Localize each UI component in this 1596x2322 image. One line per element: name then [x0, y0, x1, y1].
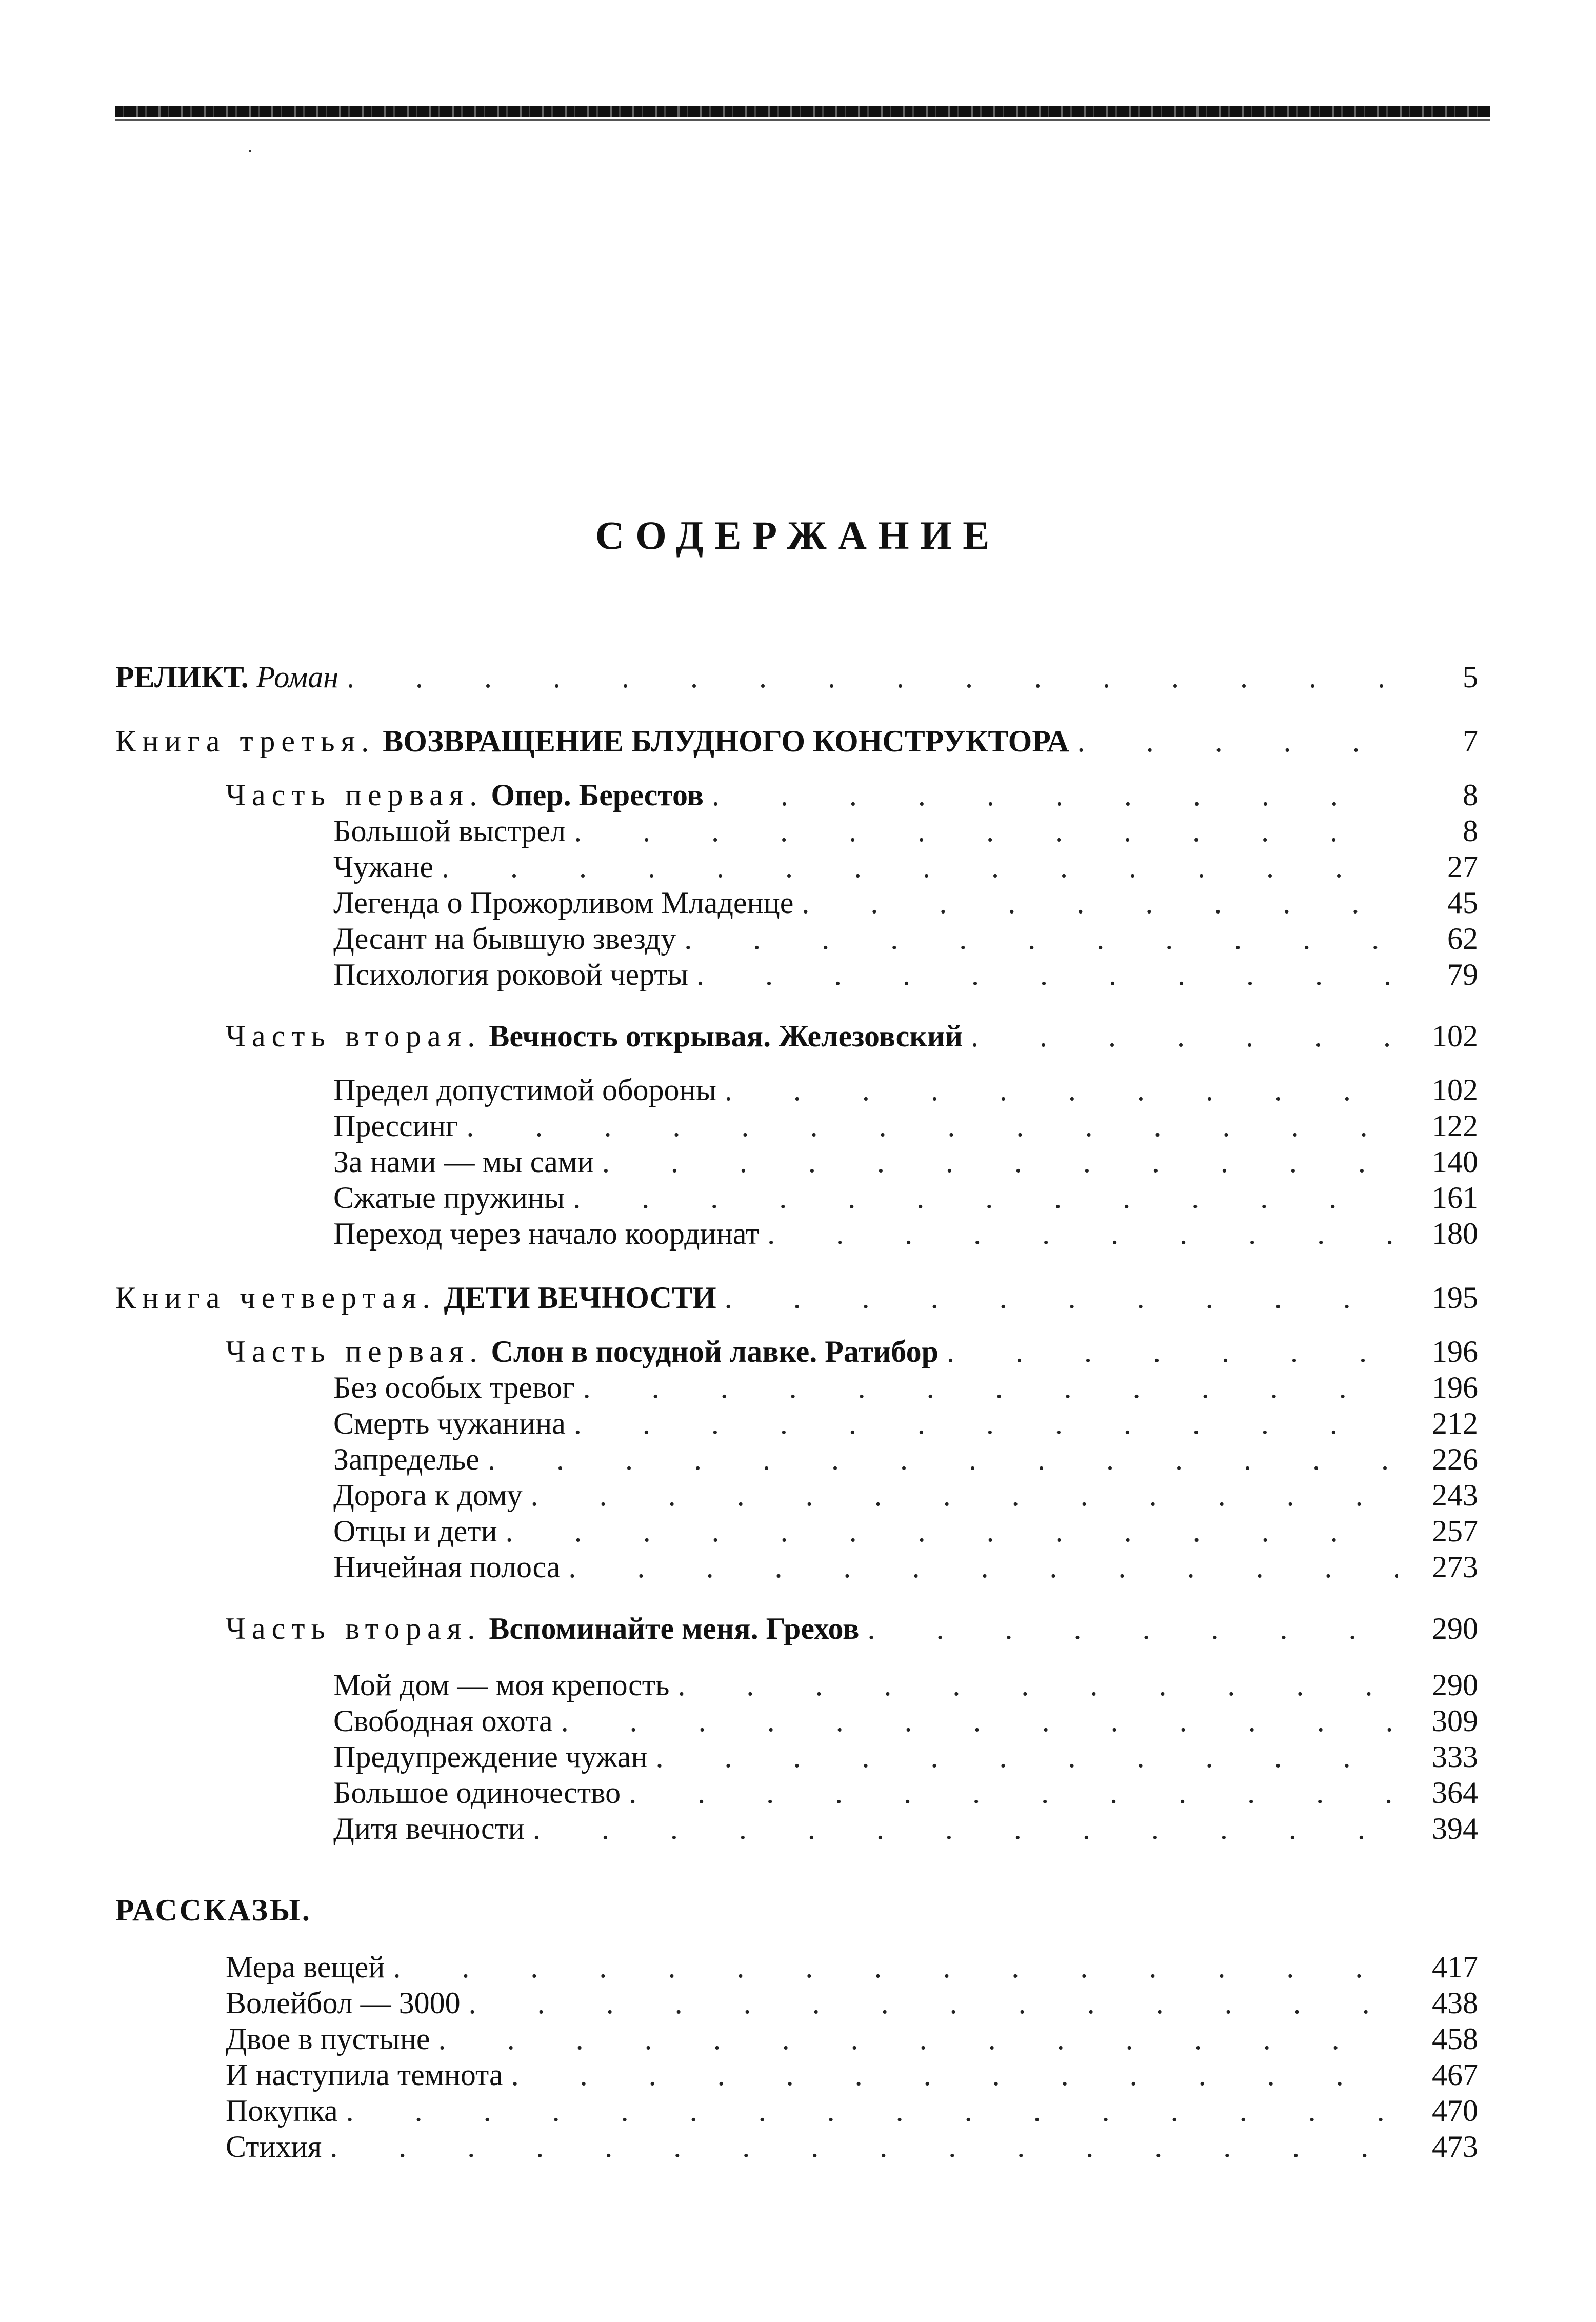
page-number: 102 — [1432, 1019, 1478, 1053]
toc-entry-chapter — [333, 1441, 1478, 1477]
toc-entry-part — [226, 1611, 1478, 1646]
dot-leader — [677, 1667, 1398, 1703]
page-number: 140 — [1432, 1145, 1478, 1179]
dot-leader — [568, 1549, 1398, 1585]
page-number: 212 — [1432, 1406, 1478, 1440]
toc-entry-part — [226, 1334, 1478, 1370]
chapter-title: Сжатые пружины — [333, 1181, 565, 1215]
chapter-title: Свободная охота — [333, 1704, 553, 1738]
chapter-title: Прессинг — [333, 1109, 458, 1143]
chapter-title: Без особых тревог — [333, 1371, 575, 1404]
toc-entry-book4 — [115, 1280, 1478, 1316]
chapter-title: Дитя вечности — [333, 1812, 525, 1845]
top-border-rule — [115, 106, 1490, 117]
toc-entry-chapter — [333, 1703, 1478, 1739]
page-number: 290 — [1432, 1668, 1478, 1702]
toc-entry-story — [226, 2057, 1478, 2093]
part-prefix: Часть вторая. — [226, 1612, 482, 1645]
toc-entry-chapter — [333, 1739, 1478, 1775]
part-prefix: Часть первая. — [226, 1335, 484, 1368]
page-number: 417 — [1432, 1950, 1478, 1984]
page-number: 290 — [1432, 1612, 1478, 1645]
dot-leader — [602, 1144, 1398, 1180]
dot-leader — [583, 1370, 1398, 1405]
page-number: 196 — [1432, 1335, 1478, 1368]
dot-leader — [802, 885, 1398, 921]
page-number: 467 — [1432, 2058, 1478, 2092]
page-number: 5 — [1463, 660, 1478, 694]
toc-entry-story — [226, 2021, 1478, 2057]
page-number: 473 — [1432, 2130, 1478, 2164]
part-prefix: Часть первая. — [226, 778, 484, 812]
page-number: 438 — [1432, 1986, 1478, 2020]
page-number: 79 — [1447, 958, 1478, 991]
entry-label — [226, 1018, 963, 1054]
page-number: 333 — [1432, 1740, 1478, 1774]
novel-title: РЕЛИКТ. — [115, 660, 249, 694]
dot-leader — [655, 1739, 1398, 1775]
page-number: 273 — [1432, 1550, 1478, 1584]
part-title: Вечность открывая. Железовский — [489, 1019, 963, 1053]
print-speck — [249, 150, 251, 152]
page-number: 195 — [1432, 1281, 1478, 1315]
chapter-title: Чужане — [333, 850, 434, 884]
toc-entry-story — [226, 1949, 1478, 1985]
dot-leader — [696, 957, 1398, 993]
dot-leader — [438, 2021, 1398, 2057]
toc-entry-chapter — [333, 1180, 1478, 1216]
page-number: 161 — [1432, 1181, 1478, 1215]
page-number: 8 — [1463, 778, 1478, 812]
chapter-title: Дорога к дому — [333, 1478, 523, 1512]
page-number: 7 — [1463, 724, 1478, 758]
dot-leader — [629, 1775, 1398, 1811]
dot-leader — [346, 2093, 1398, 2129]
entry-label — [115, 659, 338, 695]
dot-leader — [573, 1180, 1398, 1216]
toc-entry-chapter — [333, 1775, 1478, 1811]
page-number: 102 — [1432, 1073, 1478, 1107]
toc-entry-chapter — [333, 1405, 1478, 1441]
chapter-title: Предел допустимой обороны — [333, 1073, 716, 1107]
dot-leader — [947, 1334, 1398, 1370]
book-prefix: Книга третья. — [115, 724, 375, 758]
dot-leader — [488, 1441, 1398, 1477]
story-title: Покупка — [226, 2094, 338, 2128]
toc-entry-chapter — [333, 1072, 1478, 1108]
chapter-title: За нами — мы сами — [333, 1145, 594, 1179]
page-title: СОДЕРЖАНИЕ — [595, 513, 1001, 558]
story-title: Двое в пустыне — [226, 2022, 430, 2056]
entry-label — [115, 723, 1069, 759]
toc-entry-chapter — [333, 849, 1478, 885]
story-title: Стихия — [226, 2130, 322, 2164]
book-title: ДЕТИ ВЕЧНОСТИ — [444, 1281, 716, 1315]
chapter-title: Десант на бывшую звезду — [333, 922, 676, 956]
page-number: 62 — [1447, 922, 1478, 956]
story-title: И наступила темнота — [226, 2058, 503, 2092]
dot-leader — [574, 813, 1398, 849]
page-number: 364 — [1432, 1776, 1478, 1810]
toc-entry-story — [226, 2093, 1478, 2129]
dot-leader — [725, 1072, 1398, 1108]
dot-leader — [506, 1513, 1398, 1549]
page-number: 226 — [1432, 1442, 1478, 1476]
dot-leader — [574, 1405, 1398, 1441]
entry-label — [115, 1280, 716, 1316]
story-title: Мера вещей — [226, 1950, 385, 1984]
dot-leader — [533, 1811, 1398, 1847]
dot-leader — [684, 921, 1398, 957]
toc-entry-chapter — [333, 1216, 1478, 1252]
toc-entry-chapter — [333, 1477, 1478, 1513]
chapter-title: Смерть чужанина — [333, 1406, 566, 1440]
dot-leader — [511, 2057, 1398, 2093]
dot-leader — [867, 1611, 1398, 1646]
page-number: 309 — [1432, 1704, 1478, 1738]
page-number: 196 — [1432, 1371, 1478, 1404]
toc-entry-chapter — [333, 1811, 1478, 1847]
page-number: 458 — [1432, 2022, 1478, 2056]
dot-leader — [467, 1108, 1398, 1144]
page-number: 243 — [1432, 1478, 1478, 1512]
chapter-title: Психология роковой черты — [333, 958, 688, 991]
entry-label — [226, 777, 704, 813]
dot-leader — [442, 849, 1398, 885]
dot-leader — [531, 1477, 1398, 1513]
stories-heading: РАССКАЗЫ. — [115, 1893, 312, 1927]
dot-leader — [330, 2129, 1398, 2165]
chapter-title: Переход через начало координат — [333, 1217, 760, 1251]
chapter-title: Большой выстрел — [333, 814, 566, 848]
entry-label — [226, 1611, 859, 1646]
dot-leader — [712, 777, 1398, 813]
chapter-title: Предупреждение чужан — [333, 1740, 648, 1774]
part-title: Вспоминайте меня. Грехов — [489, 1612, 860, 1645]
dot-leader — [767, 1216, 1398, 1252]
toc-entry-chapter — [333, 1549, 1478, 1585]
dot-leader — [561, 1703, 1398, 1739]
chapter-title: Легенда о Прожорливом Младенце — [333, 886, 794, 920]
toc-entry-novel — [115, 659, 1478, 695]
toc-entry-chapter — [333, 1108, 1478, 1144]
chapter-title: Запределье — [333, 1442, 480, 1476]
toc-entry-part — [226, 1018, 1478, 1054]
toc-entry-chapter — [333, 921, 1478, 957]
toc-entry-chapter — [333, 957, 1478, 993]
book-prefix: Книга четвертая. — [115, 1281, 436, 1315]
part-title: Слон в посудной лавке. Ратибор — [491, 1335, 939, 1368]
toc-entry-chapter — [333, 813, 1478, 849]
toc-entry-part — [226, 777, 1478, 813]
dot-leader — [1078, 723, 1398, 759]
toc-entry-chapter — [333, 1513, 1478, 1549]
toc-entry-chapter — [333, 1667, 1478, 1703]
page-number: 45 — [1447, 886, 1478, 920]
part-title: Опер. Берестов — [491, 778, 704, 812]
dot-leader — [971, 1018, 1398, 1054]
dot-leader — [469, 1985, 1398, 2021]
chapter-title: Ничейная полоса — [333, 1550, 561, 1584]
page-number: 27 — [1447, 850, 1478, 884]
toc-entry-chapter — [333, 1370, 1478, 1405]
dot-leader — [725, 1280, 1398, 1316]
toc-entry-story — [226, 1985, 1478, 2021]
chapter-title: Большое одиночество — [333, 1776, 621, 1810]
toc-entry-chapter — [333, 885, 1478, 921]
page-number: 8 — [1463, 814, 1478, 848]
toc-entry-story — [226, 2129, 1478, 2165]
toc-entry-chapter — [333, 1144, 1478, 1180]
dot-leader — [393, 1949, 1398, 1985]
entry-label — [226, 1334, 939, 1370]
book-title: ВОЗВРАЩЕНИЕ БЛУДНОГО КОНСТРУКТОРА — [383, 724, 1069, 758]
toc-entry-book3 — [115, 723, 1478, 759]
page-number: 122 — [1432, 1109, 1478, 1143]
chapter-title: Отцы и дети — [333, 1514, 497, 1548]
chapter-title: Мой дом — моя крепость — [333, 1668, 670, 1702]
dot-leader — [347, 659, 1398, 695]
novel-genre: Роман — [256, 660, 339, 694]
page-number: 180 — [1432, 1217, 1478, 1251]
part-prefix: Часть вторая. — [226, 1019, 482, 1053]
page-number: 394 — [1432, 1812, 1478, 1845]
page-number: 470 — [1432, 2094, 1478, 2128]
story-title: Волейбол — 3000 — [226, 1986, 461, 2020]
page-number: 257 — [1432, 1514, 1478, 1548]
